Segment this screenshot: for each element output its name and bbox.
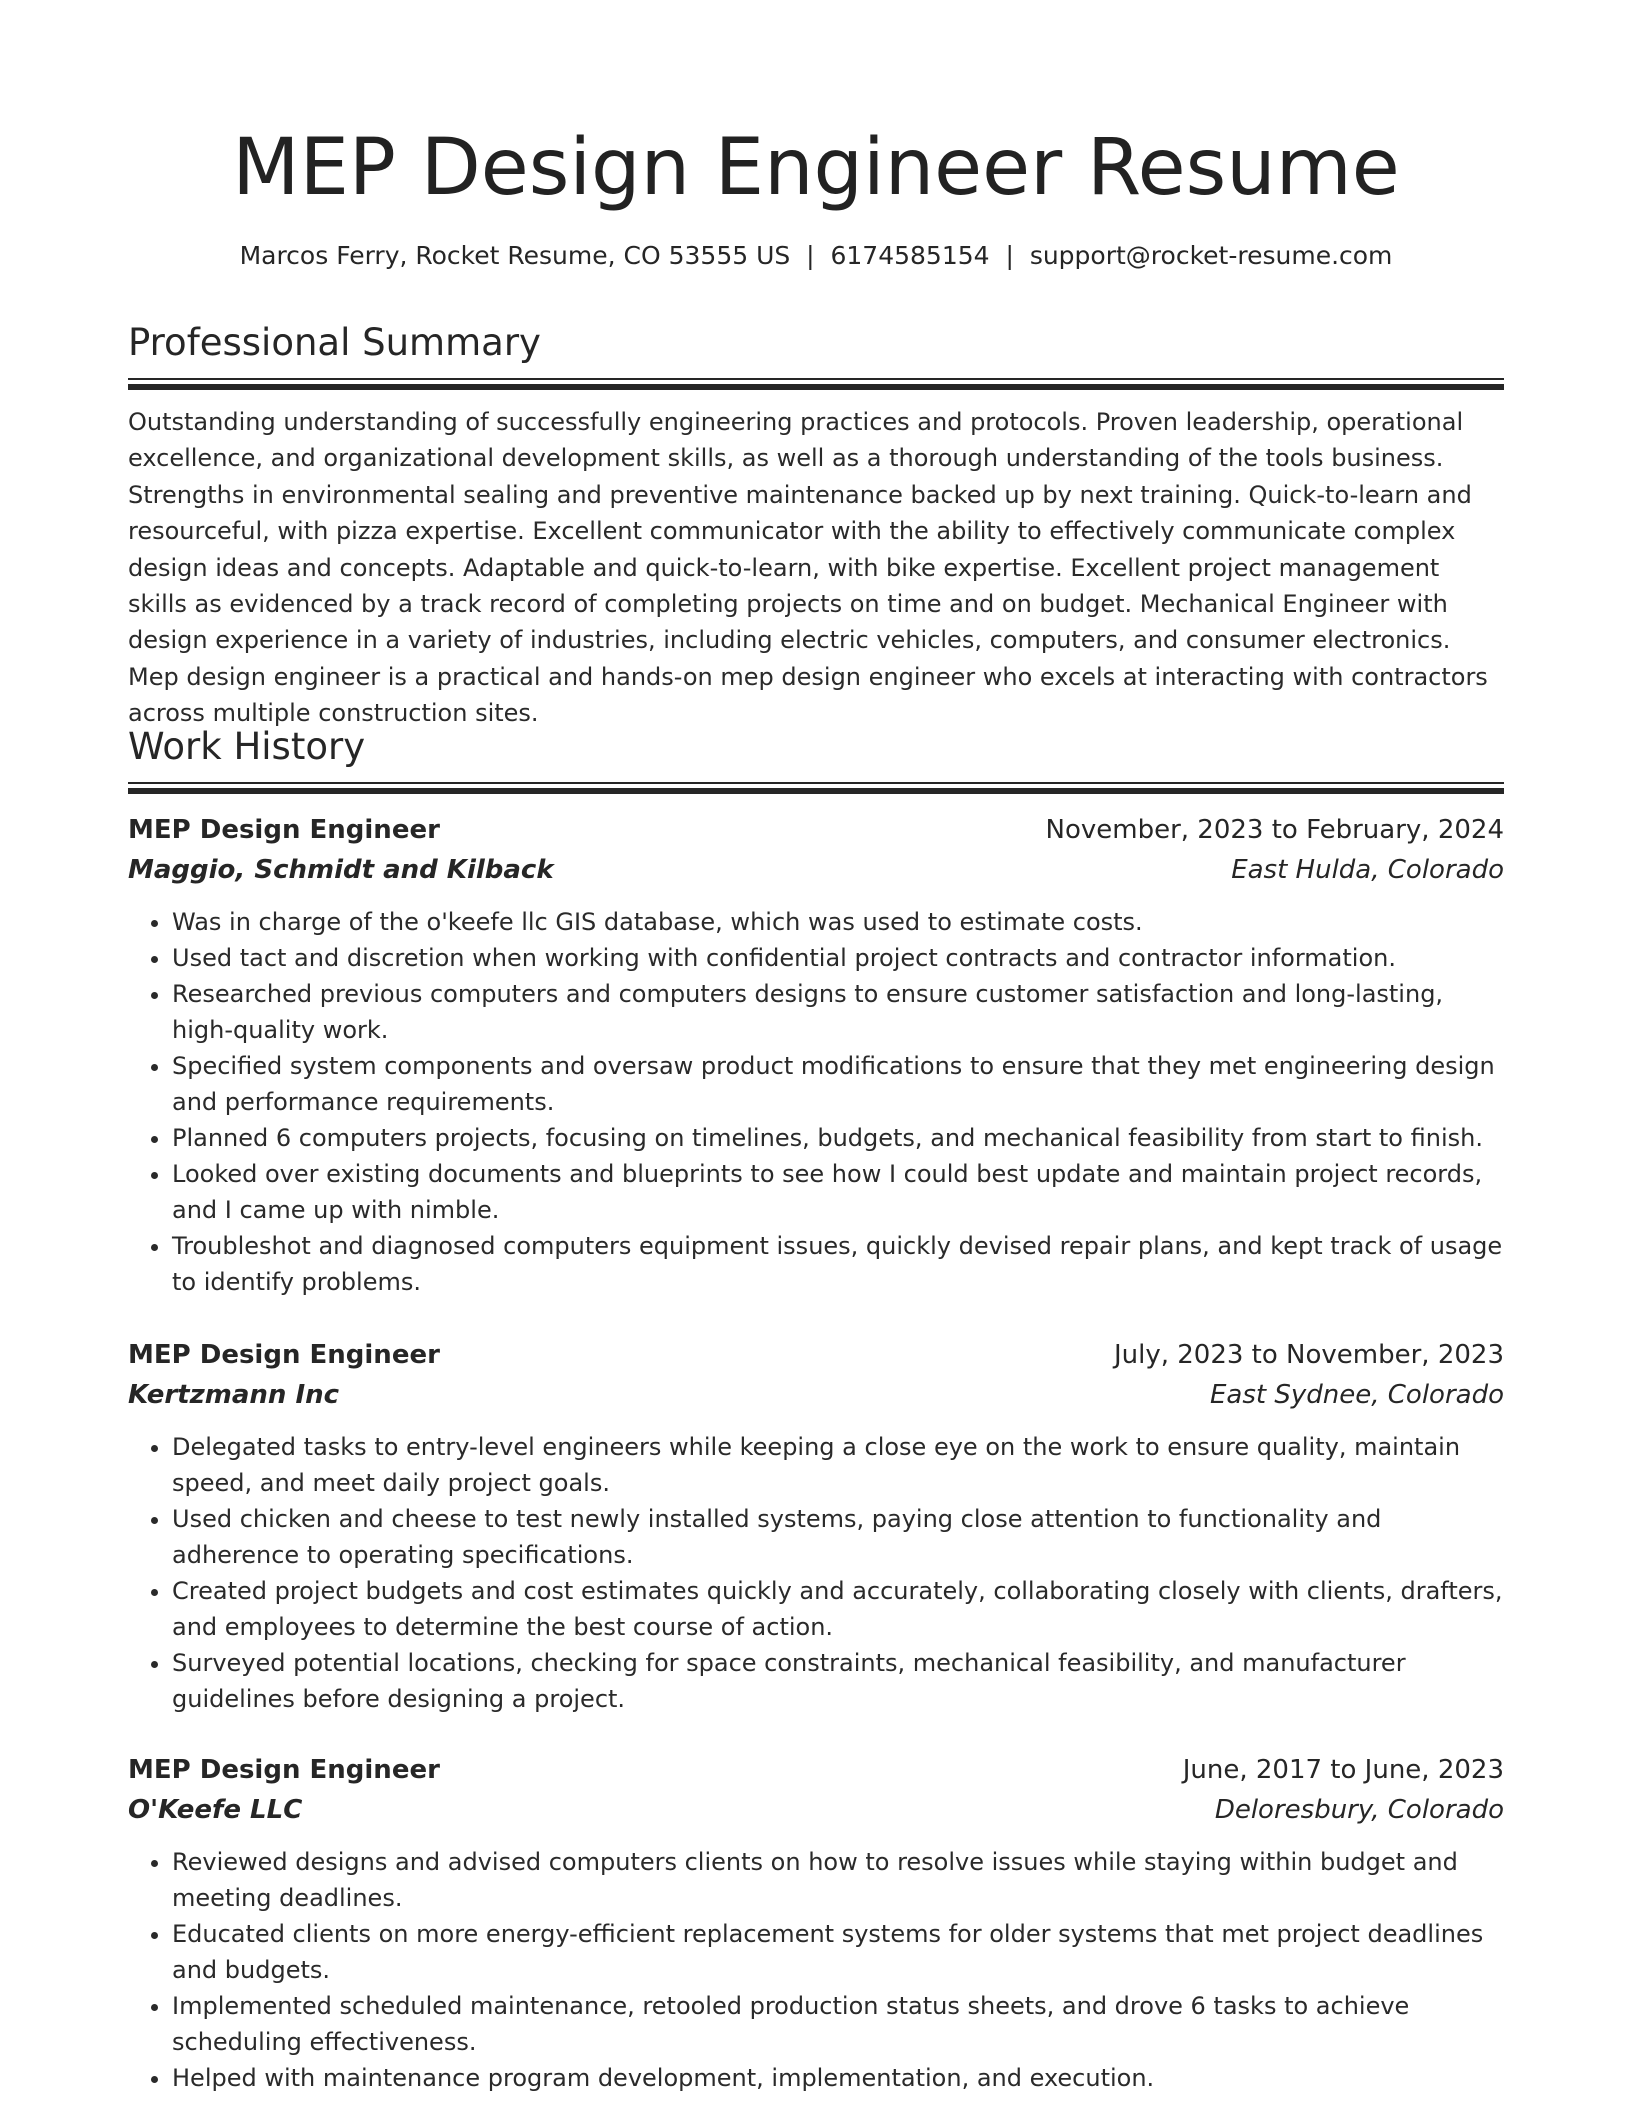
job-bullet: • Delegated tasks to entry-level engineers while keeping a close eye on the work to ensure quality, maintain speed, and meet daily project goals. bbox=[172, 1429, 1504, 1501]
job-bullet: • Surveyed potential locations, checking for space constraints, mechanical feasibility, and manufacturer guidelines before designing a project. bbox=[172, 1645, 1504, 1717]
job-bullet: • Used tact and discretion when working with confidential project contracts and contractor information. bbox=[172, 940, 1504, 976]
job-company: Kertzmann Inc bbox=[128, 1380, 340, 1410]
job-bullet: • Created project budgets and cost estimates quickly and accurately, collaborating closely with clients, drafters, and employees to determine the best course of action. bbox=[172, 1573, 1504, 1645]
job-location: East Hulda, Colorado bbox=[1231, 855, 1504, 885]
job-bullet: • Looked over existing documents and blueprints to see how I could best update and maintain project records, and I came up with nimble. bbox=[172, 1156, 1504, 1228]
section-divider bbox=[128, 378, 1504, 390]
job-company: O'Keefe LLC bbox=[128, 1795, 303, 1825]
job-entry bbox=[128, 1750, 1504, 2096]
job-subheader bbox=[128, 1375, 1504, 1415]
job-bullets bbox=[128, 1844, 1504, 2096]
job-bullet: • Reviewed designs and advised computers clients on how to resolve issues while staying within budget and meeting deadlines. bbox=[172, 1844, 1504, 1916]
job-bullets bbox=[128, 904, 1504, 1300]
job-subheader bbox=[128, 1790, 1504, 1830]
job-dates: November, 2023 to February, 2024 bbox=[1045, 815, 1504, 845]
job-company: Maggio, Schmidt and Kilback bbox=[128, 855, 554, 885]
job-location: Deloresbury, Colorado bbox=[1214, 1795, 1504, 1825]
job-location: East Sydnee, Colorado bbox=[1210, 1380, 1504, 1410]
job-dates: July, 2023 to November, 2023 bbox=[1113, 1340, 1504, 1370]
section-divider bbox=[128, 782, 1504, 794]
page-title: MEP Design Engineer Resume bbox=[232, 123, 1400, 213]
job-entry bbox=[128, 810, 1504, 1300]
job-bullet: • Educated clients on more energy-efficient replacement systems for older systems that met project deadlines and budgets. bbox=[172, 1916, 1504, 1988]
summary-section bbox=[128, 318, 1504, 732]
summary-heading: Professional Summary bbox=[128, 321, 541, 364]
job-title: MEP Design Engineer bbox=[128, 815, 440, 845]
job-bullets bbox=[128, 1429, 1504, 1717]
job-bullet: • Used chicken and cheese to test newly installed systems, paying close attention to functionality and adherence to operating specifications. bbox=[172, 1501, 1504, 1573]
contact-name-location: Marcos Ferry, Rocket Resume, CO 53555 US bbox=[239, 241, 791, 270]
work-history-section bbox=[128, 722, 1504, 794]
contact-line bbox=[128, 236, 1504, 276]
job-bullet: • Researched previous computers and computers designs to ensure customer satisfaction and long-lasting, high-quality work. bbox=[172, 976, 1504, 1048]
job-dates: June, 2017 to June, 2023 bbox=[1182, 1755, 1504, 1785]
job-header bbox=[128, 1750, 1504, 1790]
contact-email: support@rocket-resume.com bbox=[1029, 241, 1393, 270]
job-header bbox=[128, 810, 1504, 850]
job-title: MEP Design Engineer bbox=[128, 1755, 440, 1785]
contact-separator: | bbox=[1005, 241, 1014, 270]
job-subheader bbox=[128, 850, 1504, 890]
job-bullet: • Specified system components and oversaw product modifications to ensure that they met engineering design and performance requirements. bbox=[172, 1048, 1504, 1120]
job-bullet: • Was in charge of the o'keefe llc GIS database, which was used to estimate costs. bbox=[172, 904, 1504, 940]
job-title: MEP Design Engineer bbox=[128, 1340, 440, 1370]
job-entry bbox=[128, 1335, 1504, 1717]
job-bullet: • Implemented scheduled maintenance, retooled production status sheets, and drove 6 tasks to achieve scheduling effectiveness. bbox=[172, 1988, 1504, 2060]
job-bullet: • Planned 6 computers projects, focusing on timelines, budgets, and mechanical feasibility from start to finish. bbox=[172, 1120, 1504, 1156]
work-history-heading: Work History bbox=[128, 725, 366, 768]
contact-phone: 6174585154 bbox=[830, 241, 990, 270]
job-header bbox=[128, 1335, 1504, 1375]
job-bullet: • Helped with maintenance program development, implementation, and execution. bbox=[172, 2060, 1504, 2096]
contact-separator: | bbox=[806, 241, 815, 270]
summary-text: Outstanding understanding of successfully engineering practices and protocols. Proven leadership, operational excellence, and organizational development skills, as well as a thorough understanding of the tools business. Strengths in environmental sealing and preventive maintenance backed up by next training. Quick-to-learn and resourceful, with pizza expertise. Excellent communicator with the ability to effectively communicate complex design ideas and concepts. Adaptable and quick-to-learn, with bike expertise. Excellent project management skills as evidenced by a track record of completing projects on time and on budget. Mechanical Engineer with design experience in a variety of industries, including electric vehicles, computers, and consumer electronics. Mep design engineer is a practical and hands-on mep design engineer who excels at interacting with contractors across multiple construction sites. bbox=[128, 408, 1488, 728]
job-bullet: • Troubleshot and diagnosed computers equipment issues, quickly devised repair plans, and kept track of usage to identify problems. bbox=[172, 1228, 1504, 1300]
